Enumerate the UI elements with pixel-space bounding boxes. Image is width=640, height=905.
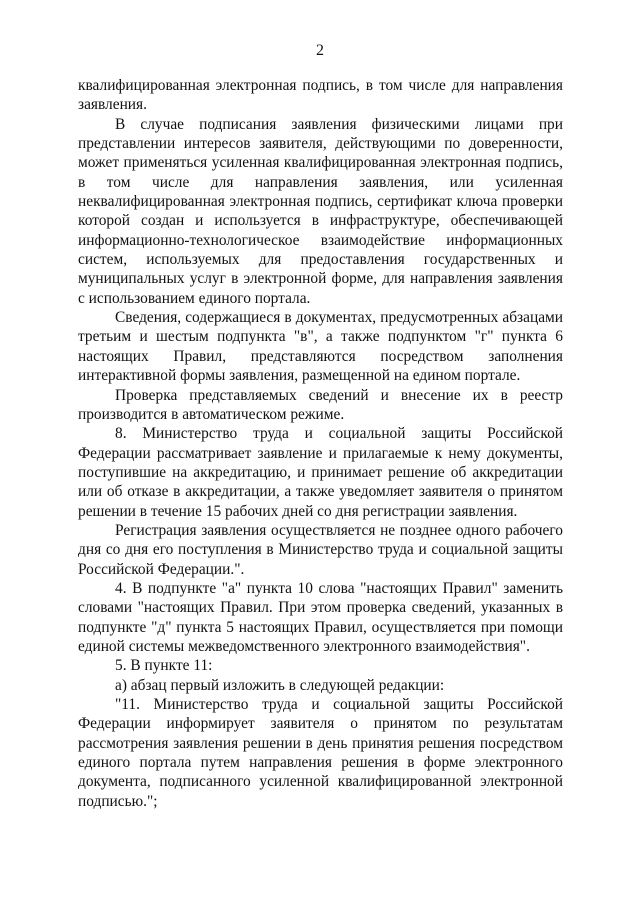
paragraph-new-item-11: "11. Министерство труда и социальной защиты Российской Федерации информирует заявителя о принятом по результатам рассмотрения заявления решении в день принятия решения посредством единого портала путем направления решения в форме электронного документа, подписанного усиленной квалифицированной электронной подписью."; xyxy=(78,696,563,810)
paragraph-information-submission: Сведения, содержащиеся в документах, предусмотренных абзацами третьим и шестым подпункта "в", а также подпунктом "г" пункта 6 настоящих Правил, представляются посредством заполнения интерактивной формы заявления, размещенной на едином портале. xyxy=(78,309,563,385)
paragraph-continuation: квалифицированная электронная подпись, в том числе для направления заявления. xyxy=(78,77,563,114)
paragraph-item-4: 4. В подпункте "а" пункта 10 слова "настоящих Правил" заменить словами "настоящих Правил. При этом проверка сведений, указанных в подпункте "д" пункта 5 настоящих Правил, осуществляется при помощи единой системы межведомственного электронного взаимодействия". xyxy=(78,579,563,655)
paragraph-registration: Регистрация заявления осуществляется не позднее одного рабочего дня со дня его поступления в Министерство труда и социальной защиты Российской Федерации.". xyxy=(78,521,563,578)
document-body xyxy=(78,76,563,811)
paragraph-item-5: 5. В пункте 11: xyxy=(115,657,213,675)
paragraph-item-8: 8. Министерство труда и социальной защиты Российской Федерации рассматривает заявление и прилагаемые к нему документы, поступившие на аккредитацию, и принимает решение об аккредитации или об отказе в аккредитации, а также уведомляет заявителя о принятом решении в течение 15 рабочих дней со дня регистрации заявления. xyxy=(78,425,563,520)
paragraph-automatic-check: Проверка представляемых сведений и внесение их в реестр производится в автоматическом режиме. xyxy=(78,386,563,423)
page-number: 2 xyxy=(316,42,324,59)
paragraph-signature-by-proxy: В случае подписания заявления физическими лицами при представлении интересов заявителя, действующими по доверенности, может применяться усиленная квалифицированная электронная подпись, в том числе для направления заявления, или усиленная неквалифицированная электронная подпись, сертификат ключа проверки которой создан и используется в инфраструктуре, обеспечивающей информационно-технологическое взаимодействие информационных систем, используемых для предоставления государственных и муниципальных услуг в электронной форме, для направления заявления с использованием единого портала. xyxy=(78,115,563,307)
paragraph-subitem-a: а) абзац первый изложить в следующей редакции: xyxy=(115,676,445,694)
